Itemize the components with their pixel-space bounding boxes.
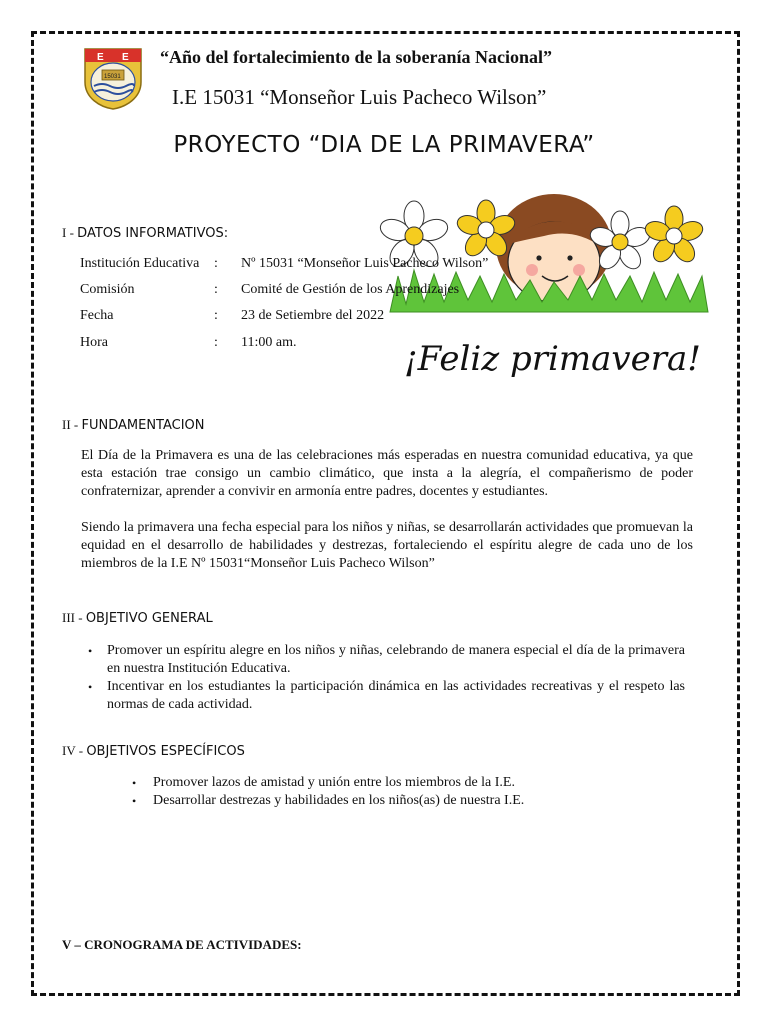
objetivo-general-list [88, 642, 685, 714]
list-item-text: Incentivar en los estudiantes la participación dinámica en las actividades recreativas y el respeto las normas de cada actividad. [107, 679, 685, 712]
section-cronograma-heading [62, 937, 302, 953]
info-key: Institución Educativa [80, 256, 200, 271]
info-colon: : [214, 256, 218, 271]
list-item [88, 678, 685, 714]
section-number: II - [62, 417, 82, 432]
crest-number: 15031 [104, 74, 121, 80]
info-colon: : [214, 282, 218, 297]
svg-text:E: E [97, 52, 104, 63]
section-fundamentacion-heading [62, 417, 205, 433]
school-crest-icon [82, 46, 144, 110]
fundamentacion-paragraph-1: El Día de la Primavera es una de las celebraciones más esperadas en nuestra comunidad educativa, ya que esta estación trae consigo un cambio climático, que insta a la alegría, el compañerismo de poder confraternizar, aprender a convivir en armonía entre padres, docentes y estudiantes. [81, 448, 693, 499]
bullet-icon: • [132, 794, 137, 808]
list-item [132, 774, 693, 792]
section-label: OBJETIVO GENERAL [85, 611, 213, 626]
list-item [132, 792, 693, 810]
info-colon: : [214, 335, 218, 350]
section-datos-heading [62, 225, 228, 241]
svg-text:E: E [122, 52, 129, 63]
info-value: Nº 15031 “Monseñor Luis Pacheco Wilson” [241, 256, 489, 271]
info-value: Comité de Gestión de los Aprendizajes [241, 282, 460, 297]
section-label: DATOS INFORMATIVOS: [77, 226, 229, 241]
objetivos-especificos-list [132, 774, 693, 810]
section-number: III - [62, 610, 86, 625]
list-item [88, 642, 685, 678]
info-value: 23 de Setiembre del 2022 [241, 308, 385, 323]
info-key: Fecha [80, 308, 114, 323]
motto: “Año del fortalecimiento de la soberanía Nacional” [160, 47, 552, 67]
bullet-icon: • [132, 776, 137, 790]
section-label: OBJETIVOS ESPECÍFICOS [86, 744, 245, 759]
list-item-text: Promover un espíritu alegre en los niños y niñas, celebrando de manera especial el día de la primavera en nuestra Institución Educativa. [107, 643, 685, 676]
bullet-icon: • [88, 680, 93, 694]
info-key: Hora [80, 335, 108, 350]
section-objetivos-especificos-heading [62, 743, 245, 759]
section-number: I - [62, 225, 78, 240]
section-objetivo-general-heading [62, 610, 213, 626]
fundamentacion-paragraph-2: Siendo la primavera una fecha especial para los niños y niñas, se desarrollarán actividades que promuevan la equidad en el desarrollo de habilidades y destrezas, fortaleciendo el espíritu alegre de cada uno de los miembros de la I.E Nº 15031“Monseñor Luis Pacheco Wilson” [81, 520, 693, 571]
page-border [31, 31, 740, 996]
illustration-caption: ¡Feliz primavera! [404, 339, 701, 379]
info-value: 11:00 am. [241, 335, 297, 350]
section-label: V – CRONOGRAMA DE ACTIVIDADES: [62, 937, 302, 952]
section-label: FUNDAMENTACION [81, 418, 205, 433]
section-number: IV - [62, 743, 87, 758]
bullet-icon: • [88, 644, 93, 658]
info-colon: : [214, 308, 218, 323]
list-item-text: Desarrollar destrezas y habilidades en los niños(as) de nuestra I.E. [153, 793, 525, 808]
school-name: I.E 15031 “Monseñor Luis Pacheco Wilson” [172, 85, 547, 109]
page-title: PROYECTO “DIA DE LA PRIMAVERA” [173, 132, 595, 158]
list-item-text: Promover lazos de amistad y unión entre los miembros de la I.E. [153, 775, 515, 790]
info-key: Comisión [80, 282, 135, 297]
